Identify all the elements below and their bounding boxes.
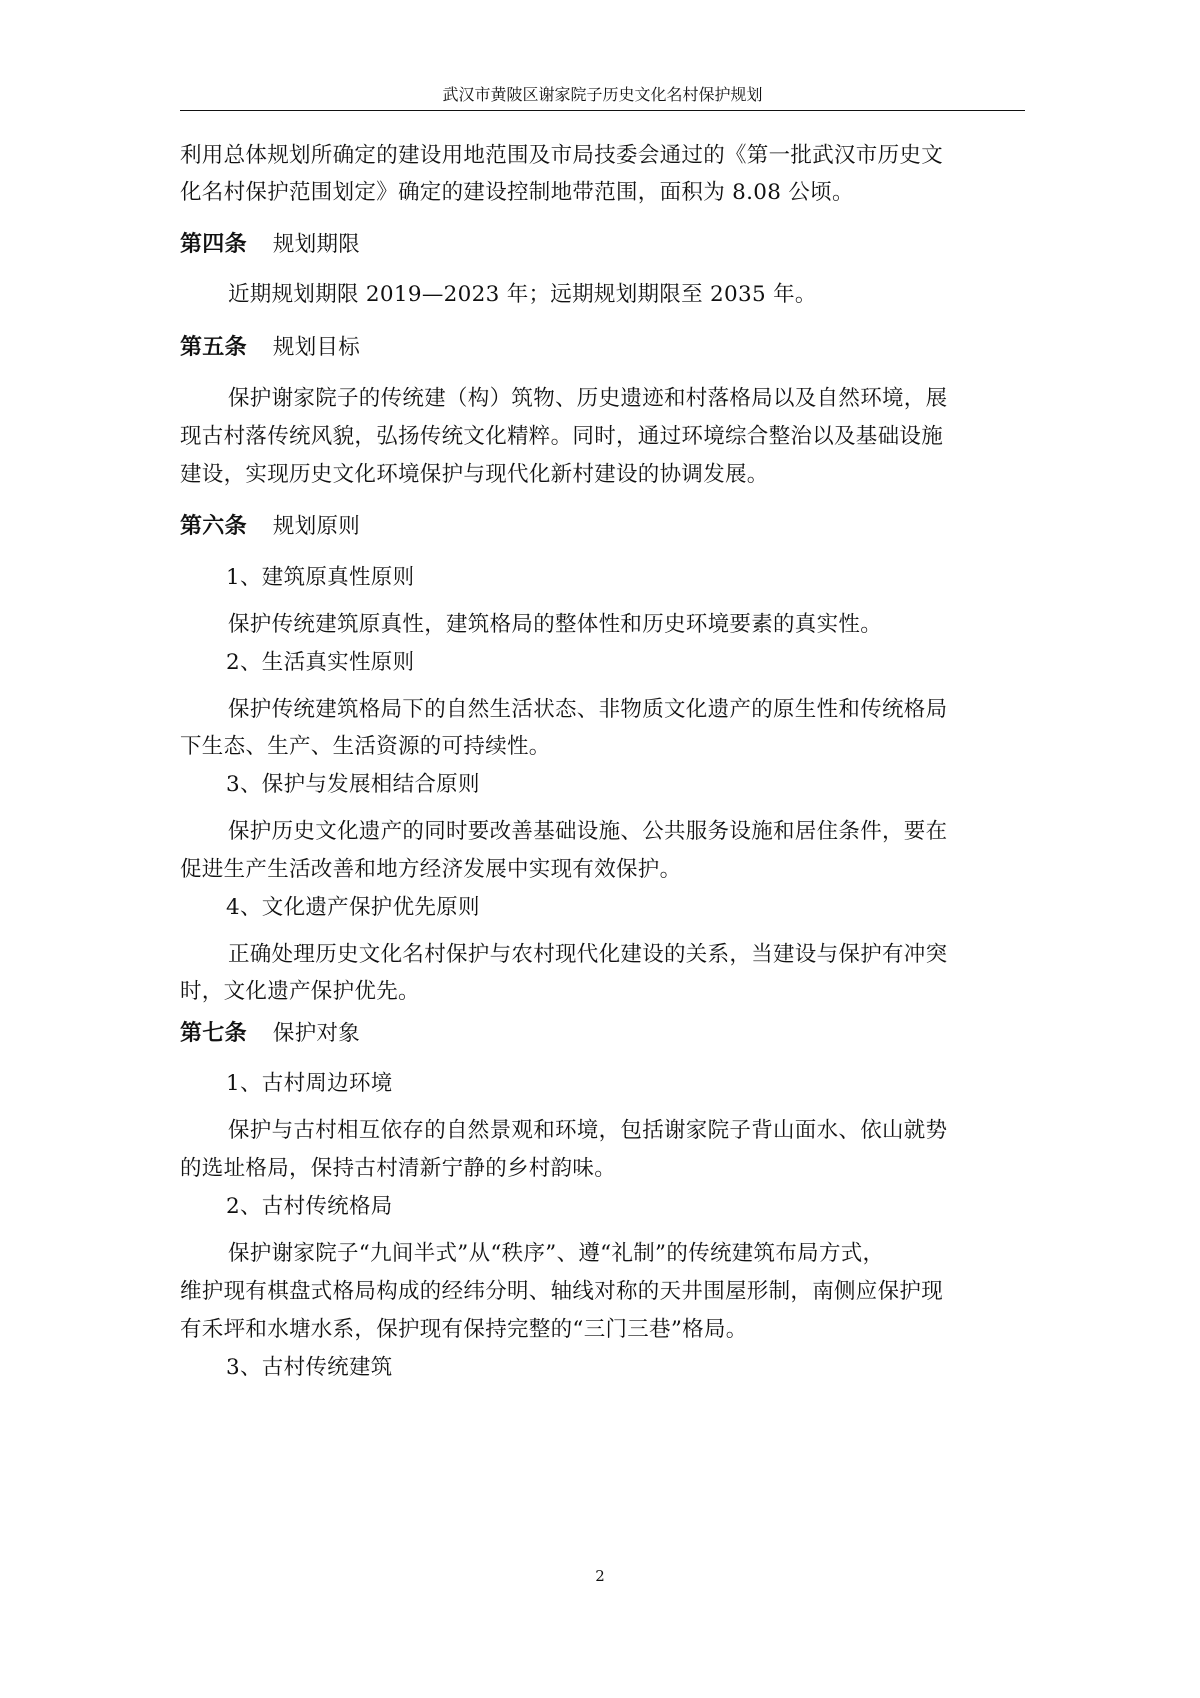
article-number: 第四条 xyxy=(180,231,247,257)
paragraph-line: 建设，实现历史文化环境保护与现代化新村建设的协调发展。 xyxy=(180,462,769,487)
running-header: 武汉市黄陂区谢家院子历史文化名村保护规划 xyxy=(442,85,763,104)
paragraph-line: 保护与古村相互依存的自然景观和环境，包括谢家院子背山面水、依山就势 xyxy=(228,1118,948,1143)
paragraph-line: 的选址格局，保持古村清新宁静的乡村韵味。 xyxy=(180,1156,617,1181)
article-heading xyxy=(180,511,1025,542)
paragraph-line: 保护谢家院子的传统建（构）筑物、历史遗迹和村落格局以及自然环境，展 xyxy=(228,386,948,411)
paragraph-line: 有禾坪和水塘水系，保护现有保持完整的“三门三巷”格局。 xyxy=(180,1317,748,1342)
header-divider xyxy=(180,110,1025,111)
intro-line: 利用总体规划所确定的建设用地范围及市局技委会通过的《第一批武汉市历史文 xyxy=(180,143,944,168)
item-title: 1、建筑原真性原则 xyxy=(226,565,415,590)
intro-line: 化名村保护范围划定》确定的建设控制地带范围，面积为 8.08 公顷。 xyxy=(180,180,854,205)
article-number: 第七条 xyxy=(180,1020,247,1046)
paragraph-line: 保护历史文化遗产的同时要改善基础设施、公共服务设施和居住条件，要在 xyxy=(228,819,948,844)
article-number: 第五条 xyxy=(180,334,247,360)
article-title: 规划期限 xyxy=(272,232,361,257)
paragraph-line: 保护谢家院子“九间半式”从“秩序”、遵“礼制”的传统建筑布局方式， xyxy=(228,1241,885,1266)
item-title: 3、保护与发展相结合原则 xyxy=(226,772,480,797)
item-title: 4、文化遗产保护优先原则 xyxy=(226,895,480,920)
article-title: 规划目标 xyxy=(272,335,361,360)
paragraph-line: 近期规划期限 2019—2023 年；远期规划期限至 2035 年。 xyxy=(228,282,817,307)
article-heading xyxy=(180,332,1025,363)
item-title: 3、古村传统建筑 xyxy=(226,1355,393,1380)
paragraph-line: 时，文化遗产保护优先。 xyxy=(180,979,420,1004)
article-heading xyxy=(180,229,1025,260)
paragraph-line: 保护传统建筑原真性，建筑格局的整体性和历史环境要素的真实性。 xyxy=(228,612,883,637)
item-title: 1、古村周边环境 xyxy=(226,1071,393,1096)
paragraph-line: 现古村落传统风貌，弘扬传统文化精粹。同时，通过环境综合整治以及基础设施 xyxy=(180,424,944,449)
paragraph-line: 正确处理历史文化名村保护与农村现代化建设的关系，当建设与保护有冲突 xyxy=(228,942,948,967)
article-number: 第六条 xyxy=(180,513,247,539)
article-title: 规划原则 xyxy=(272,514,361,539)
article-title: 保护对象 xyxy=(272,1021,361,1046)
item-title: 2、古村传统格局 xyxy=(226,1194,393,1219)
paragraph-line: 下生态、生产、生活资源的可持续性。 xyxy=(180,734,551,759)
article-heading xyxy=(180,1018,1025,1049)
item-title: 2、生活真实性原则 xyxy=(226,650,415,675)
paragraph-line: 促进生产生活改善和地方经济发展中实现有效保护。 xyxy=(180,857,682,882)
paragraph-line: 保护传统建筑格局下的自然生活状态、非物质文化遗产的原生性和传统格局 xyxy=(228,697,948,722)
paragraph-line: 维护现有棋盘式格局构成的经纬分明、轴线对称的天井围屋形制，南侧应保护现 xyxy=(180,1279,944,1304)
page-number: 2 xyxy=(595,1567,605,1585)
